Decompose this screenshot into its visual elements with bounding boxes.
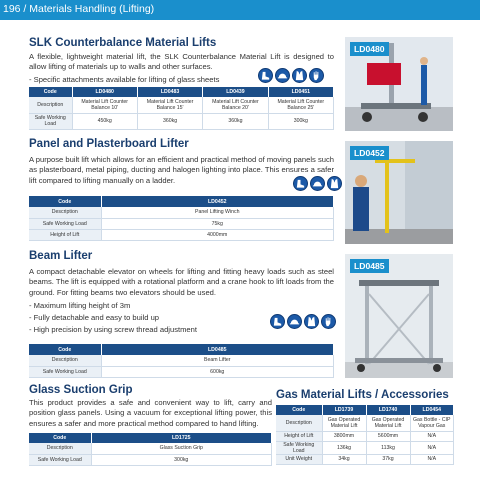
table-cell: Gas Operated Material Lift xyxy=(322,415,366,431)
table-row-label: Safe Working Load xyxy=(29,454,91,465)
slk-safety-icons xyxy=(258,68,324,83)
table-row-label: Description xyxy=(29,355,101,366)
table-header: Code xyxy=(29,196,101,207)
table-header: LD1740 xyxy=(366,405,410,415)
page-header-title: 196 / Materials Handling (Lifting) xyxy=(3,3,155,15)
table-cell: 300kg xyxy=(268,113,333,129)
table-row-label: Height of Lift xyxy=(29,229,101,240)
table-header: LD1739 xyxy=(322,405,366,415)
table-row xyxy=(29,229,334,240)
table-cell: Material Lift Counter Balance 10' xyxy=(72,97,137,113)
table-cell: 37kg xyxy=(366,454,410,464)
beam-product-photo xyxy=(345,254,453,378)
table-row xyxy=(29,443,272,454)
gas-spec-table-wrap xyxy=(276,405,454,465)
safety-boots-icon xyxy=(270,314,285,329)
table-row-label: Safe Working Load xyxy=(29,218,101,229)
gas-spec-table xyxy=(276,405,454,465)
panel-code-badge: LD0452 xyxy=(350,146,389,160)
table-row xyxy=(276,454,454,464)
slk-title: SLK Counterbalance Material Lifts xyxy=(29,37,217,49)
table-row-label: Description xyxy=(276,415,322,431)
safety-boots-icon xyxy=(258,68,273,83)
table-row-label: Unit Weight xyxy=(276,454,322,464)
slk-product-photo xyxy=(345,37,453,131)
glass-section xyxy=(29,384,272,429)
table-row-label: Description xyxy=(29,207,101,218)
safety-gloves-icon xyxy=(309,68,324,83)
glass-description: This product provides a safe and convenient way to lift, carry and position glass panels. Using a vacuum for exceptional lifting power, this ensures a safer and more practical method compared to hand lifting. xyxy=(29,398,272,428)
beam-code-badge: LD0485 xyxy=(350,259,389,273)
table-header: LD0480 xyxy=(72,87,137,97)
glass-title: Glass Suction Grip xyxy=(29,384,133,396)
table-cell: Gas Operated Material Lift xyxy=(366,415,410,431)
table-row-label: Height of Lift xyxy=(276,431,322,441)
slk-bullet: - Specific attachments available for lifting of glass sheets xyxy=(29,74,334,86)
table-row xyxy=(29,207,334,218)
beam-title: Beam Lifter xyxy=(29,250,93,262)
slk-code-badge: LD0480 xyxy=(350,42,389,56)
table-header: Code xyxy=(276,405,322,415)
beam-bullet: - Maximum lifting height of 3m xyxy=(29,300,334,312)
table-header: Code xyxy=(29,87,72,97)
safety-gloves-icon xyxy=(321,314,336,329)
table-header: LD0451 xyxy=(268,87,333,97)
safety-boots-icon xyxy=(293,176,308,191)
table-header: LD0452 xyxy=(101,196,334,207)
table-cell: 360kg xyxy=(203,113,268,129)
beam-spec-table xyxy=(29,344,334,378)
glass-spec-table-wrap xyxy=(29,433,272,466)
beam-safety-icons xyxy=(270,314,336,329)
hi-vis-vest-icon xyxy=(327,176,342,191)
table-cell: 113kg xyxy=(366,441,410,454)
table-row xyxy=(29,355,334,366)
hi-vis-vest-icon xyxy=(292,68,307,83)
beam-bullet: - Fully detachable and easy to build up xyxy=(29,312,334,324)
table-row-label: Description xyxy=(29,443,91,454)
beam-spec-table-wrap xyxy=(29,344,334,378)
table-row xyxy=(29,454,272,465)
table-cell: Material Lift Counter Balance 15' xyxy=(137,97,202,113)
table-row xyxy=(276,415,454,431)
panel-spec-table xyxy=(29,196,334,241)
hi-vis-vest-icon xyxy=(304,314,319,329)
table-cell: 4000mm xyxy=(101,229,334,240)
table-header: LD0483 xyxy=(137,87,202,97)
table-row xyxy=(29,218,334,229)
table-header: LD0454 xyxy=(410,405,453,415)
table-cell: Panel Lifting Winch xyxy=(101,207,334,218)
panel-title: Panel and Plasterboard Lifter xyxy=(29,138,189,150)
table-header: LD1725 xyxy=(91,433,272,443)
panel-product-photo xyxy=(345,141,453,244)
safety-helmet-icon xyxy=(310,176,325,191)
table-row xyxy=(29,366,334,377)
table-row-label: Safe Working Load xyxy=(276,441,322,454)
table-cell: N/A xyxy=(410,431,453,441)
slk-description: A flexible, lightweight material lift, the SLK Counterbalance Material Lift is designed to allow lifting of materials up to walls and other surfaces. xyxy=(29,52,334,72)
table-cell: 3800mm xyxy=(322,431,366,441)
safety-helmet-icon xyxy=(275,68,290,83)
table-row-label: Safe Working Load xyxy=(29,113,72,129)
table-cell: Glass Suction Grip xyxy=(91,443,272,454)
slk-spec-table xyxy=(29,87,334,130)
panel-description: A purpose built lift which allows for an efficient and practical method of moving panels such as plasterboard, metal piping, ducting and halogen lighting into place. This ensures a safer lift compared to lifting manually on a ladder. xyxy=(29,155,334,185)
table-cell: Material Lift Counter Balance 20' xyxy=(203,97,268,113)
table-cell: 75kg xyxy=(101,218,334,229)
table-row-label: Description xyxy=(29,97,72,113)
table-cell: Gas Bottle - CIP Vapour Gas xyxy=(410,415,453,431)
table-cell: Material Lift Counter Balance 25' xyxy=(268,97,333,113)
table-header: Code xyxy=(29,344,101,355)
table-cell: N/A xyxy=(410,454,453,464)
table-cell: Beam Lifter xyxy=(101,355,334,366)
table-row-label: Safe Working Load xyxy=(29,366,101,377)
table-header: LD0439 xyxy=(203,87,268,97)
table-cell: 34kg xyxy=(322,454,366,464)
page-header-bar xyxy=(0,0,480,20)
safety-helmet-icon xyxy=(287,314,302,329)
panel-safety-icons xyxy=(293,176,342,191)
table-row xyxy=(29,97,334,113)
panel-spec-table-wrap xyxy=(29,196,334,241)
table-cell: 600kg xyxy=(101,366,334,377)
gas-section xyxy=(276,389,454,401)
slk-spec-table-wrap xyxy=(29,87,334,130)
table-cell: 300kg xyxy=(91,454,272,465)
beam-description: A compact detachable elevator on wheels for lifting and fitting heavy loads such as steel beams. The lift is equipped with a rotational platform and a crane hook to lift loads from the ground. For fitting beams two elevators should be used. xyxy=(29,267,334,297)
table-cell: N/A xyxy=(410,441,453,454)
table-row xyxy=(276,431,454,441)
table-header: Code xyxy=(29,433,91,443)
table-cell: 360kg xyxy=(137,113,202,129)
panel-section xyxy=(29,138,334,186)
table-cell: 136kg xyxy=(322,441,366,454)
table-header: LD0485 xyxy=(101,344,334,355)
gas-title: Gas Material Lifts / Accessories xyxy=(276,389,449,401)
table-row xyxy=(276,441,454,454)
table-cell: 5600mm xyxy=(366,431,410,441)
table-cell: 450kg xyxy=(72,113,137,129)
table-row xyxy=(29,113,334,129)
glass-spec-table xyxy=(29,433,272,466)
beam-bullet: - High precision by using screw thread adjustment xyxy=(29,324,334,336)
